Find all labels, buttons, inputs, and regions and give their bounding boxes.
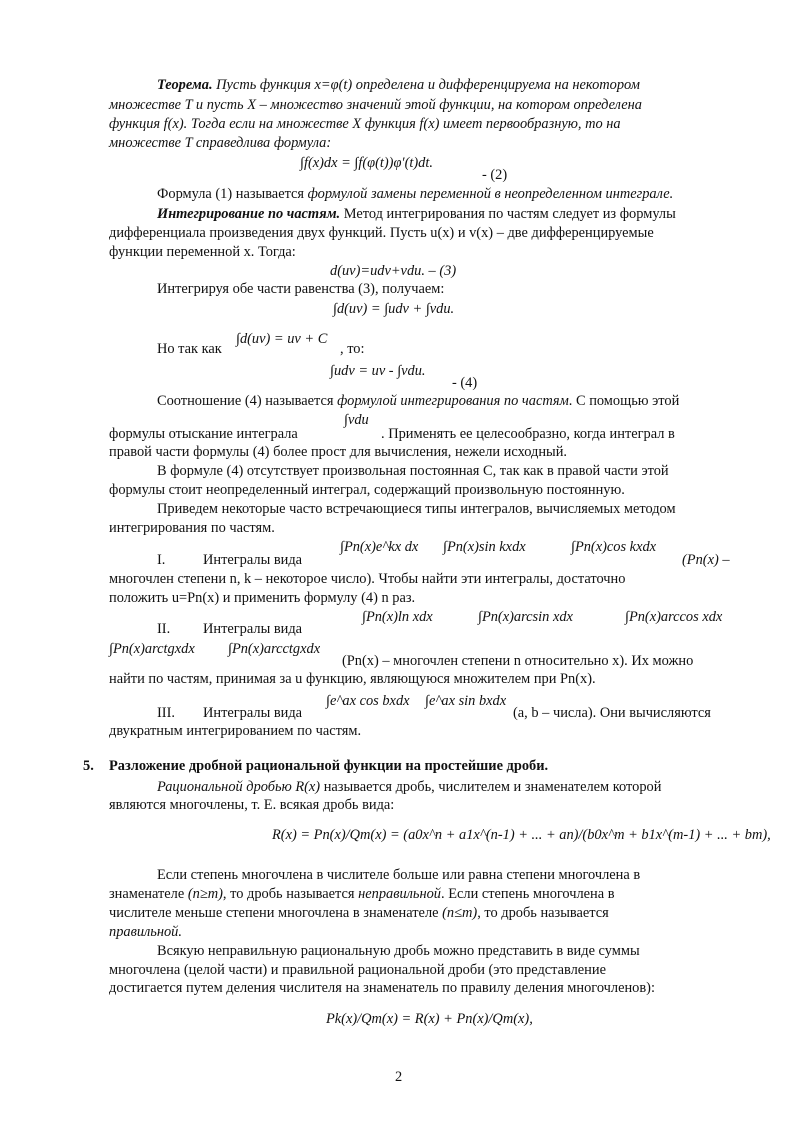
- by-parts-label: Интегрирование по частям.: [157, 206, 341, 222]
- type2-lead: Интегралы вида: [203, 621, 303, 637]
- relation-post: . С помощью этой: [568, 393, 680, 409]
- relation-emphasis: формулой интегрирования по частям: [337, 393, 569, 409]
- by-parts-line-3: функции переменной x. Тогда:: [109, 244, 296, 260]
- rational-emphasis: Рациональной дробью R(x): [157, 779, 321, 795]
- type3-integral-1: ∫e^ax cos bxdx: [326, 693, 410, 709]
- type1-integral-1: ∫Pn(x)e^kx dx: [340, 539, 419, 555]
- but-since-formula: ∫d(uv) = uv + C: [236, 331, 328, 347]
- relation-integral: ∫vdu: [344, 412, 369, 428]
- rational-line-2: являются многочлены, т. Е. всякая дробь вида:: [109, 797, 395, 813]
- type1-number: I.: [157, 552, 166, 568]
- constant-line-2: формулы стоит неопределенный интеграл, содержащий произвольную постоянную.: [109, 482, 625, 498]
- degree-condition-1: (n≥m): [187, 886, 223, 902]
- theorem-line-3: функция f(x). Тогда если на множестве X функция f(x) имеет первообразную, то на: [109, 116, 621, 132]
- improper-line-3: достигается путем деления числителя на знаменатель по правилу деления многочленов):: [109, 980, 655, 996]
- type2-number: II.: [157, 621, 171, 637]
- degree-text-2a: знаменателе: [109, 886, 188, 902]
- theorem-line-1: Пусть функция x=φ(t) определена и дифференцируема на некотором: [216, 77, 640, 93]
- relation-text: Соотношение (4) называется: [157, 393, 338, 409]
- type2-integral-2: ∫Pn(x)arcsin xdx: [478, 609, 573, 625]
- rational-formula: R(x) = Pn(x)/Qm(x) = (a0x^n + a1x^(n-1) + ... + an)/(b0x^m + b1x^(m-1) + ... + bm),: [272, 827, 771, 843]
- relation-line-3: правой части формулы (4) более прост для вычисления, нежели исходный.: [109, 444, 567, 460]
- formula-3: d(uv)=udv+vdu. – (3): [330, 263, 457, 279]
- theorem-line-4: множестве T справедлива формула:: [109, 135, 332, 151]
- degree-text-3a: числителе меньше степени многочлена в знаменателе: [109, 905, 443, 921]
- degree-text-2c: . Если степень многочлена в: [441, 886, 615, 902]
- type1-lead: Интегралы вида: [203, 552, 303, 568]
- formula-4: ∫udv = uv - ∫vdu.: [330, 363, 426, 379]
- degree-text-3b: , то дробь называется: [477, 905, 609, 921]
- improper-line-1: Всякую неправильную рациональную дробь можно представить в виде суммы: [157, 943, 640, 959]
- section-5-title: Разложение дробной рациональной функции на простейшие дроби.: [109, 758, 549, 774]
- type3-line-2: двукратным интегрированием по частям.: [109, 723, 362, 739]
- constant-line-1: В формуле (4) отсутствует произвольная постоянная C, так как в правой части этой: [157, 463, 669, 479]
- type2-integral-3: ∫Pn(x)arccos xdx: [625, 609, 723, 625]
- degree-line-4: правильной.: [109, 924, 182, 940]
- degree-line-2: [109, 885, 615, 903]
- type1-line-2: многочлен степени n, k – некоторое число). Чтобы найти эти интегралы, достаточно: [109, 571, 626, 587]
- formula-2-number: - (2): [482, 167, 508, 183]
- degree-line-1: Если степень многочлена в числителе больше или равна степени многочлена в: [157, 867, 641, 883]
- degree-emphasis-1: неправильной: [358, 886, 442, 902]
- degree-condition-2: (n≤m): [442, 905, 478, 921]
- section-5-number: 5.: [83, 758, 94, 774]
- formula-4-number: - (4): [452, 375, 478, 391]
- improper-line-2: многочлена (целой части) и правильной рациональной дроби (это представление: [109, 962, 606, 978]
- type3-integral-2: ∫e^ax sin bxdx: [425, 693, 507, 709]
- degree-line-3: [109, 904, 609, 922]
- page-number: 2: [395, 1069, 403, 1085]
- type3-lead: Интегралы вида: [203, 705, 303, 721]
- then-text: , то:: [340, 341, 365, 357]
- type2-integral-1: ∫Pn(x)ln xdx: [362, 609, 433, 625]
- type3-number: III.: [157, 705, 175, 721]
- by-parts-text-1: Метод интегрирования по частям следует из формулы: [343, 206, 676, 222]
- formula-integrated: ∫d(uv) = ∫udv + ∫vdu.: [333, 301, 455, 317]
- by-parts-line-1: [157, 205, 676, 223]
- type2-integral-5: ∫Pn(x)arcctgxdx: [228, 641, 321, 657]
- type3-tail: (a, b – числа). Они вычисляются: [513, 705, 711, 721]
- type2-line-3: найти по частям, принимая за u функцию, являющуюся множителем при Pn(x).: [109, 671, 596, 687]
- improper-formula: Pk(x)/Qm(x) = R(x) + Pn(x)/Qm(x),: [326, 1011, 533, 1027]
- theorem-label: Теорема.: [157, 77, 213, 93]
- types-line-1: Приведем некоторые часто встречающиеся типы интегралов, вычисляемых методом: [157, 501, 676, 517]
- rational-line-1: [157, 778, 661, 796]
- relation-line-2-post: . Применять ее целесообразно, когда интеграл в: [381, 426, 675, 442]
- type1-integral-2: ∫Pn(x)sin kxdx: [443, 539, 526, 555]
- theorem-paragraph: [109, 76, 742, 94]
- type2-integral-4: ∫Pn(x)arctgxdx: [109, 641, 195, 657]
- type1-line-3: положить u=Pn(x) и применить формулу (4) n раз.: [109, 590, 416, 606]
- integrating-line: Интегрируя обе части равенства (3), получаем:: [157, 281, 445, 297]
- rational-post: называется дробь, числителем и знаменателем которой: [320, 779, 662, 795]
- formula-1-emphasis: формулой замены переменной в неопределенном интеграле.: [307, 186, 674, 202]
- type1-tail: (Pn(x) –: [682, 552, 730, 568]
- relation-line-1: [157, 392, 679, 410]
- formula-1-paragraph: [157, 185, 673, 203]
- degree-text-2b: , то дробь называется: [222, 886, 359, 902]
- relation-line-2-pre: формулы отыскание интеграла: [109, 426, 298, 442]
- type1-integral-3: ∫Pn(x)cos kxdx: [571, 539, 657, 555]
- types-line-2: интегрирования по частям.: [109, 520, 275, 536]
- type2-tail: (Pn(x) – многочлен степени n относительно x). Их можно: [342, 653, 694, 669]
- by-parts-line-2: дифференциала произведения двух функций. Пусть u(x) и v(x) – две дифференцируемые: [109, 225, 654, 241]
- formula-1-text: Формула (1) называется: [157, 186, 308, 202]
- but-since-text: Но так как: [157, 341, 222, 357]
- formula-2: ∫f(x)dx = ∫f(φ(t))φ′(t)dt.: [300, 155, 433, 171]
- theorem-line-2: множестве T и пусть X – множество значений этой функции, на котором определена: [109, 97, 642, 113]
